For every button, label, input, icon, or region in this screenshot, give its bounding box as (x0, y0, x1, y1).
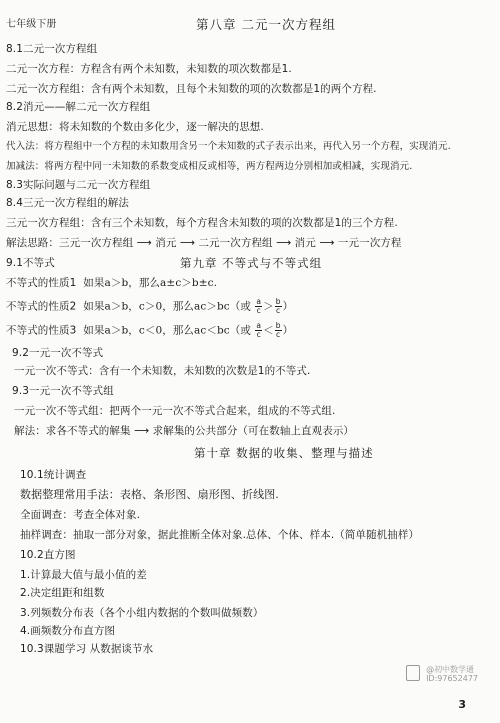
line-elimination-idea: 消元思想：将未知数的个数由多化少，逐一解决的思想. (6, 121, 264, 133)
chapter-8-title: 第八章 二元一次方程组 (196, 17, 336, 32)
property-1-label: 不等式的性质1 (6, 277, 77, 289)
chapter-9-title: 第九章 不等式与不等式组 (180, 256, 323, 270)
line-linear-inequality: 一元一次不等式：含有一个未知数，未知数的次数是1的不等式. (14, 365, 311, 377)
line-equation-system: 二元一次方程组：含有两个未知数，且每个未知数的项的次数都是1的两个方程. (6, 83, 377, 95)
property-1-text: 如果a＞b，那么a±c＞b±c. (83, 277, 218, 289)
section-10-3: 10.3课题学习 从数据谈节水 (20, 643, 154, 655)
fraction-b-over-c: $\frac{b}{c}$ (275, 321, 281, 339)
property-3-label: 不等式的性质3 (6, 324, 77, 337)
line-solution-method: 解法：求各不等式的解集 ⟶ 求解集的公共部分（可在数轴上直观表示） (14, 425, 355, 437)
property-2: 不等式的性质2 如果a＞b，c＞0，那么ac＞bc（或 $\frac{a}{c}$ ＞ $\frac{b}{c}$ ） (6, 297, 294, 315)
page-number: 3 (458, 698, 466, 711)
property-1 (6, 276, 217, 290)
section-8-4: 8.4三元一次方程组的解法 (6, 197, 129, 209)
line-data-organizing: 数据整理常用手法：表格、条形图、扇形图、折线图. (20, 488, 279, 501)
section-10-1: 10.1统计调查 (20, 469, 87, 481)
watermark-logo-icon (406, 665, 420, 681)
section-10-2: 10.2直方图 (20, 549, 76, 561)
step-1: 1.计算最大值与最小值的差 (20, 569, 147, 581)
line-ternary-system: 三元一次方程组：含有三个未知数，每个方程含未知数的项的次数都是1的三个方程. (6, 217, 398, 229)
property-3-text: 如果a＞b，c＜0，那么ac＜bc（或 (83, 324, 251, 337)
step-3: 3.列频数分布表（各个小组内数据的个数叫做频数） (20, 607, 264, 619)
grade-label: 七年级下册 (6, 19, 57, 30)
line-linear-equation: 二元一次方程：方程含有两个未知数，未知数的项次数都是1. (6, 63, 292, 75)
step-2: 2.决定组距和组数 (20, 587, 105, 599)
line-census: 全面调查：考查全体对象. (20, 509, 141, 521)
line-sampling: 抽样调查：抽取一部分对象，据此推断全体对象.总体、个体、样本.（简单随机抽样） (20, 529, 420, 541)
fraction-a-over-c: $\frac{a}{c}$ (256, 297, 262, 315)
section-8-1: 8.1二元一次方程组 (6, 43, 98, 55)
line-inequality-system: 一元一次不等式组：把两个一元一次不等式合起来，组成的不等式组. (14, 405, 336, 417)
property-2-text: 如果a＞b，c＞0，那么ac＞bc（或 (83, 300, 251, 313)
line-solution-idea: 解法思路：三元一次方程组 ⟶ 消元 ⟶ 二元一次方程组 ⟶ 消元 ⟶ 一元一次方程 (6, 237, 402, 249)
fraction-b-over-c: $\frac{b}{c}$ (275, 297, 281, 315)
section-9-2: 9.2一元一次不等式 (12, 347, 104, 359)
chapter-10-title: 第十章 数据的收集、整理与描述 (194, 446, 374, 460)
watermark: @初中数学通 ID:97652477 (426, 665, 478, 683)
line-addition: 加减法：将两方程中同一未知数的系数变成相反或相等，两方程两边分别相加或相减，实现消元. (6, 161, 413, 172)
fraction-a-over-c: $\frac{a}{c}$ (256, 321, 262, 339)
property-3: 不等式的性质3 如果a＞b，c＜0，那么ac＜bc（或 $\frac{a}{c}$ ＜ $\frac{b}{c}$ ） (6, 321, 294, 339)
section-8-2: 8.2消元——解二元一次方程组 (6, 101, 151, 113)
property-2-label: 不等式的性质2 (6, 300, 77, 313)
section-9-1: 9.1不等式 (6, 257, 55, 269)
section-8-3: 8.3实际问题与二元一次方程组 (6, 179, 151, 191)
section-9-3: 9.3一元一次不等式组 (12, 385, 114, 397)
line-substitution: 代入法：将方程组中一个方程的未知数用含另一个未知数的式子表示出来，再代入另一个方程，实现消元. (6, 141, 451, 152)
step-4: 4.画频数分布直方图 (20, 625, 116, 637)
